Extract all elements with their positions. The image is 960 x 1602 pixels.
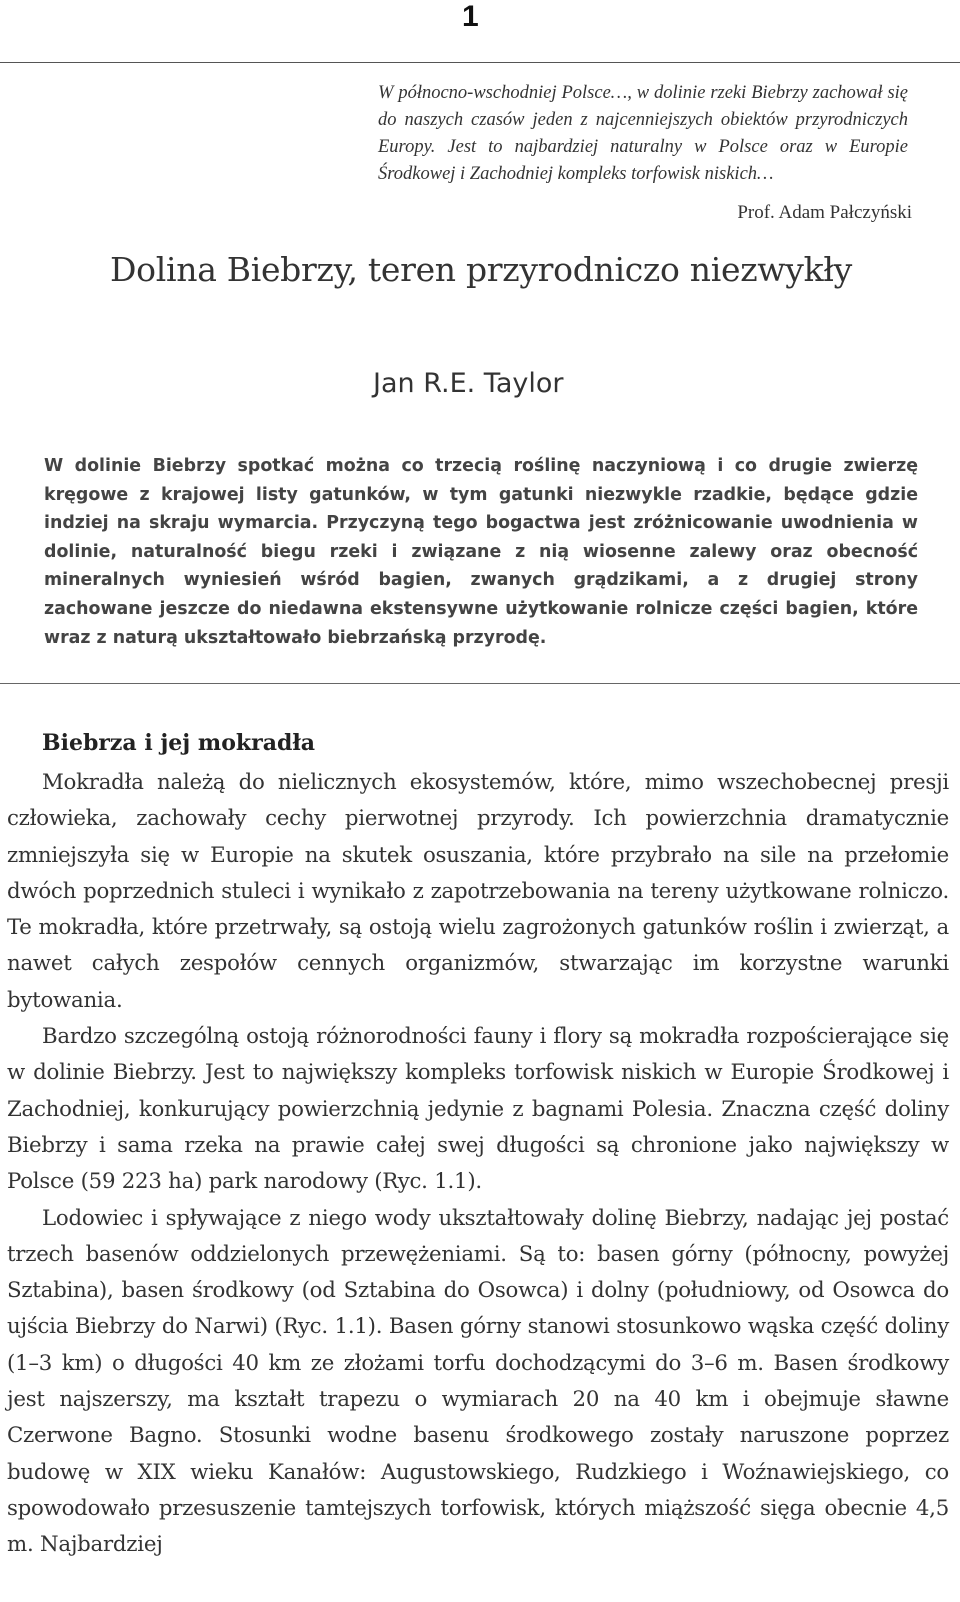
body-paragraph: Mokradła należą do nielicznych ekosystemów, które, mimo wszechobecnej presji człowieka, zachowały cechy pierwotnej przyrody. Ich powierzchnia dramatycznie zmniejszyła się w Europie na skutek osuszania, które przybrało na sile na przełomie dwóch poprzednich stuleci i wynikało z zapotrzebowania na tereny użytkowane rolniczo. Te mokradła, które przetrwały, są ostoją wielu zagrożonych gatunków roślin i zwierząt, a nawet całych zespołów cennych organizmów, stwarzając im korzystne warunki bytowania. — [7, 770, 949, 1013]
body-paragraph: Bardzo szczególną ostoją różnorodności fauny i flory są mokradła rozpościerające się w dolinie Biebrzy. Jest to największy kompleks torfowisk niskich w Europie Środkowej i Zachodniej, konkurujący powierzchnią jedynie z bagnami Polesia. Znaczna część doliny Biebrzy i sama rzeka na prawie całej swej długości są chronione jako największy w Polsce (59 223 ha) park narodowy (Ryc. 1.1). — [7, 1024, 949, 1195]
chapter-abstract: W dolinie Biebrzy spotkać można co trzecią roślinę naczyniową i co drugie zwierzę kręgowe z krajowej listy gatunków, w tym gatunki niezwykle rzadkie, będące gdzie indziej na skraju wymarcia. Przyczyną tego bogactwa jest zróżnicowanie uwodnienia w dolinie, naturalność biegu rzeki i związane z nią wiosenne zalewy oraz obecność mineralnych wyniesień wśród bagien, zwanych grądzikami, a z drugiej strony zachowane jeszcze do niedawna ekstensywne użytkowanie rolnicze części bagien, które wraz z naturą ukształtowało biebrzańską przyrodę. — [44, 456, 918, 648]
body-text — [7, 765, 949, 1564]
section-heading: Biebrza i jej mokradła — [42, 730, 316, 756]
epigraph-author: Prof. Adam Pałczyński — [737, 202, 912, 223]
page-number: 1 — [462, 0, 479, 33]
section-divider — [0, 683, 960, 684]
chapter-author: Jan R.E. Taylor — [373, 368, 564, 399]
header-rule — [0, 62, 960, 63]
body-paragraph: Lodowiec i spływające z niego wody ukształtowały dolinę Biebrzy, nadając jej postać trzech basenów oddzielonych przewężeniami. Są to: basen górny (północny, powyżej Sztabina), basen środkowy (od Sztabina do Osowca) i dolny (południowy, od Osowca do ujścia Biebrzy do Narwi) (Ryc. 1.1). Basen górny stanowi stosunkowo wąska część doliny (1–3 km) o długości 40 km ze złożami torfu dochodzącymi do 3–6 m. Basen środkowy jest najszerszy, ma kształt trapezu o wymiarach 20 na 40 km i obejmuje sławne Czerwone Bagno. Stosunki wodne basenu środkowego zostały naruszone poprzez budowę w XIX wieku Kanałów: Augustowskiego, Rudzkiego i Woźnawiejskiego, co spowodowało przesuszenie tamtejszych torfowisk, których miąższość sięga obecnie 4,5 m. Najbardziej — [7, 1205, 949, 1558]
chapter-title: Dolina Biebrzy, teren przyrodniczo niezwykły — [110, 250, 853, 289]
epigraph-quote: W północno-wschodniej Polsce…, w dolinie rzeki Biebrzy zachował się do naszych czasów jeden z najcenniejszych obiektów przyrodniczych Europy. Jest to najbardziej naturalny w Polsce oraz w Europie Środkowej i Zachodniej kompleks torfowisk niskich… — [378, 83, 908, 184]
